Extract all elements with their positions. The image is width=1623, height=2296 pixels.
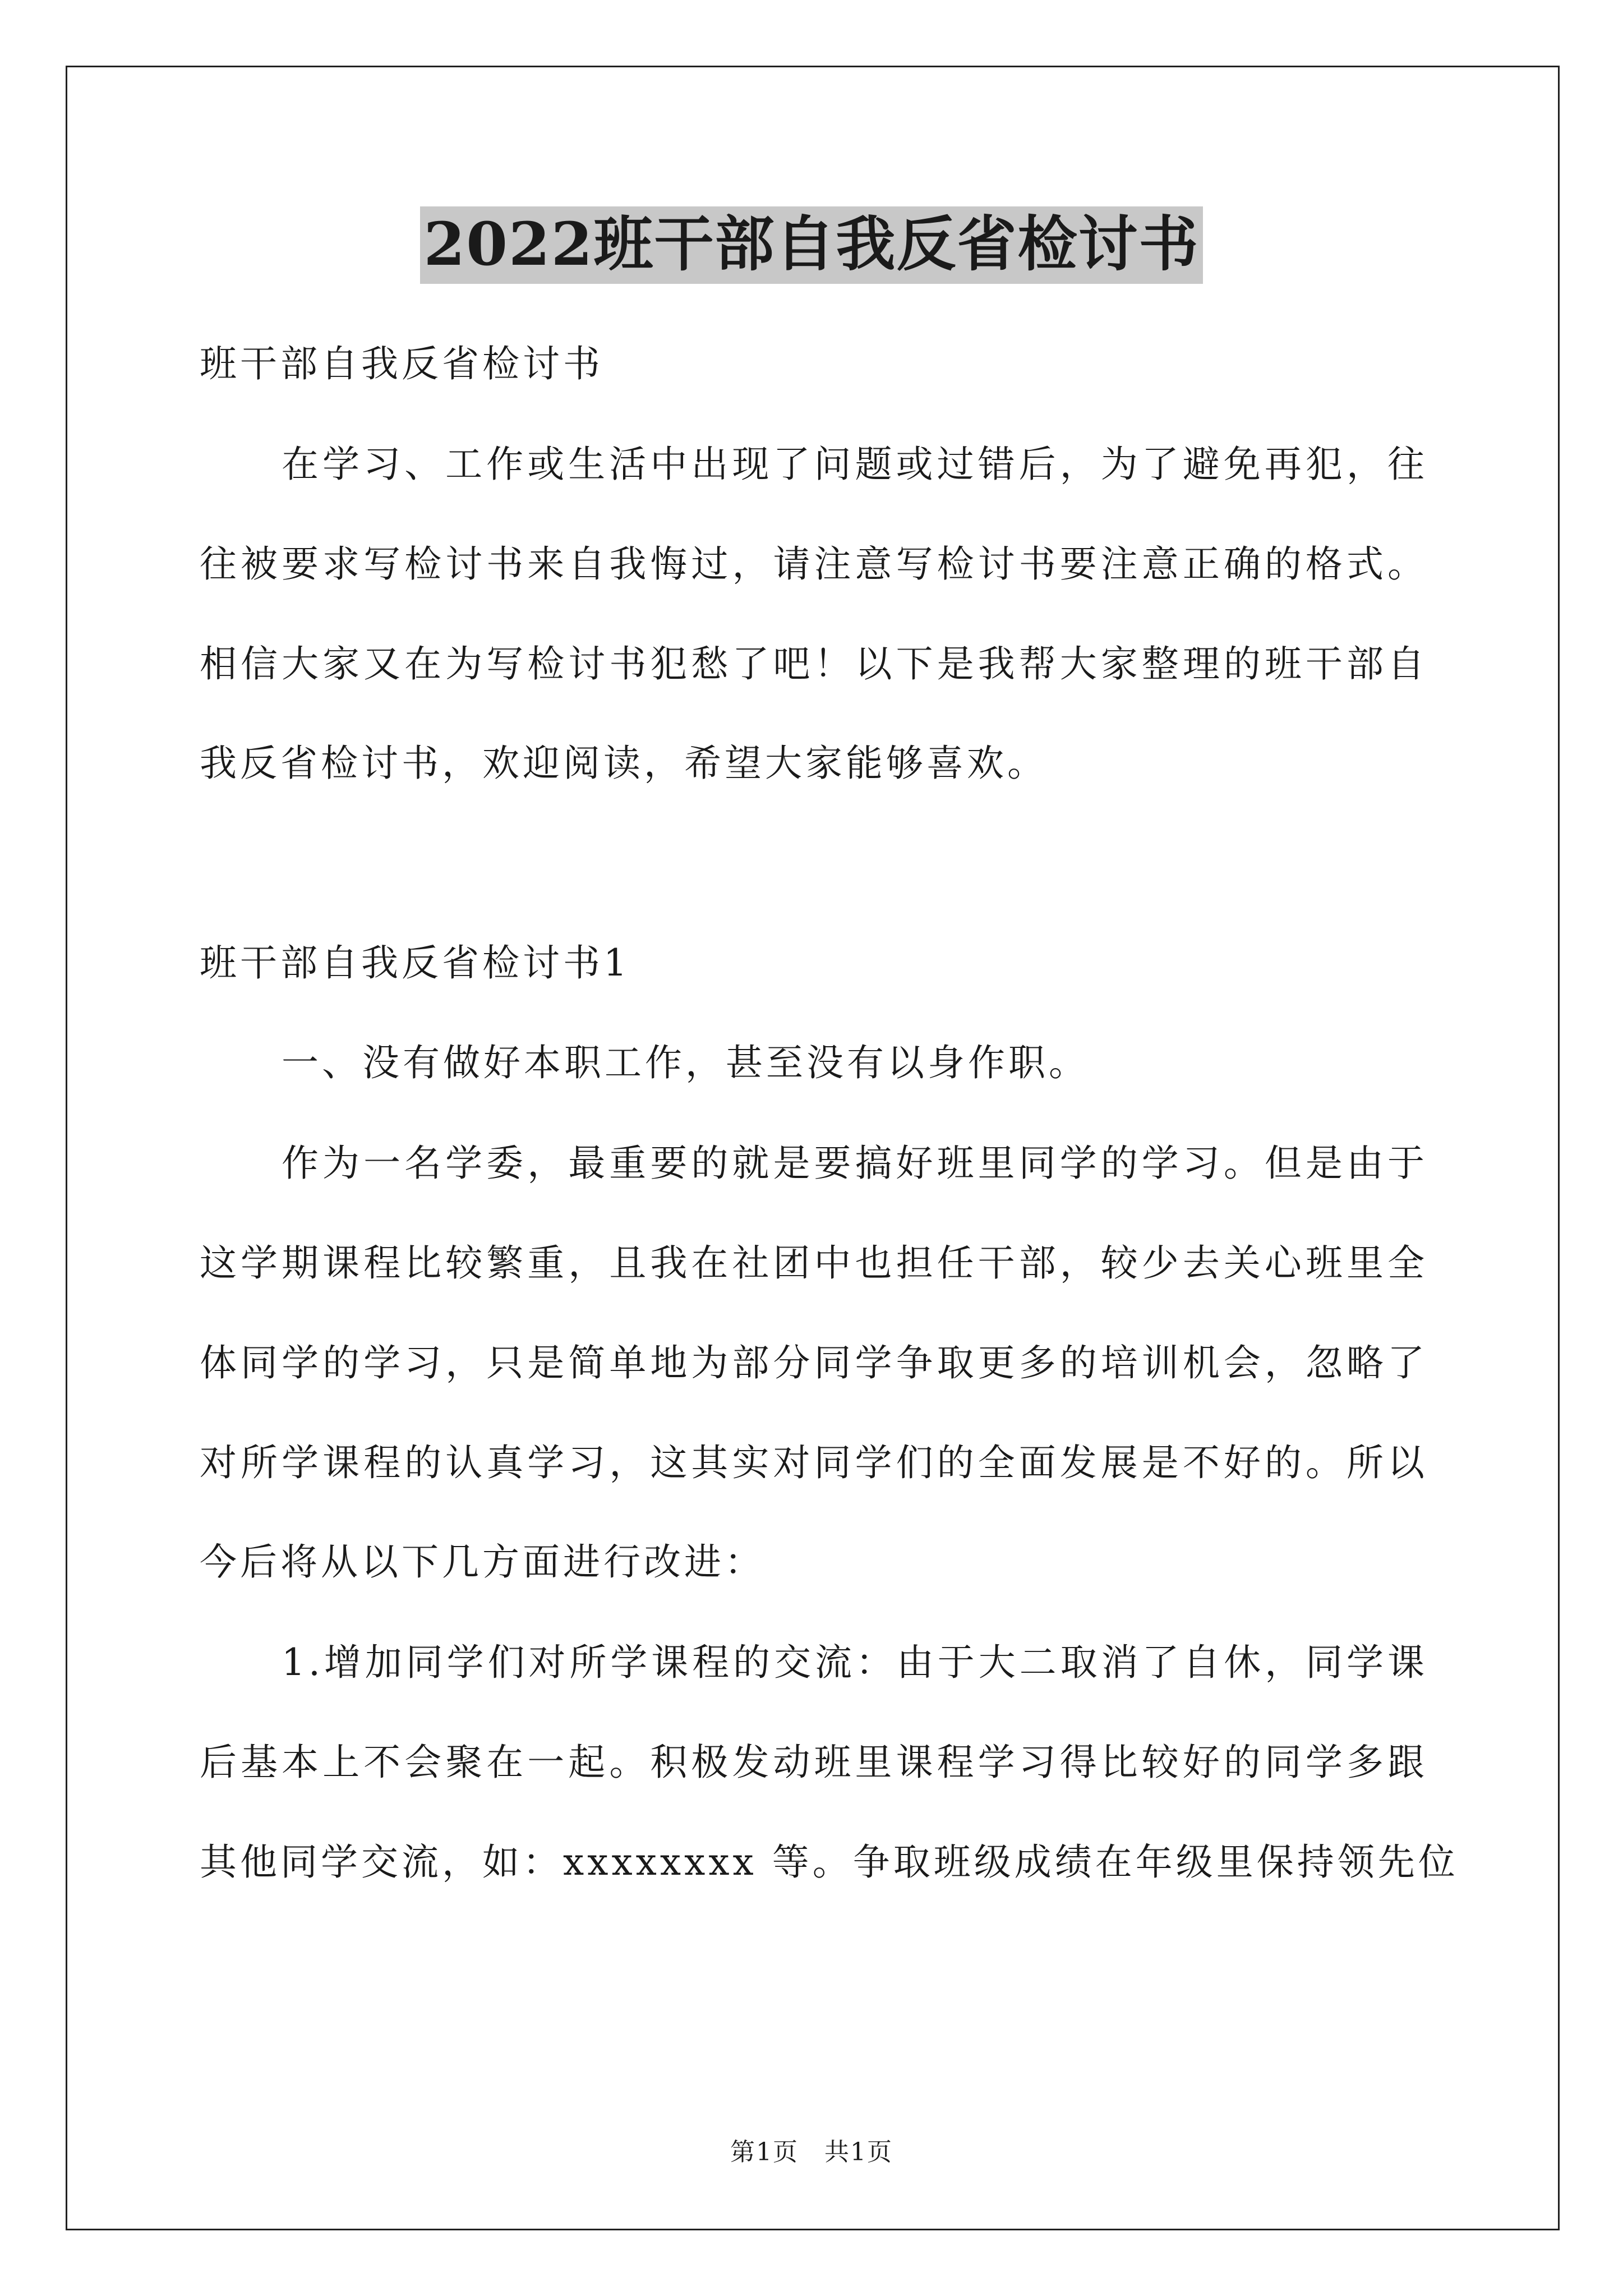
item-line: 其他同学交流，如：xxxxxxxx 等。争取班级成绩在年级里保持领先位	[200, 1841, 1459, 1884]
body-line: 这学期课程比较繁重，且我在社团中也担任干部，较少去关心班里全	[200, 1241, 1428, 1285]
body-line: 作为一名学委，最重要的就是要搞好班里同学的学习。但是由于	[282, 1142, 1428, 1185]
body-line: 今后将从以下几方面进行改进：	[200, 1540, 765, 1584]
intro-line: 往被要求写检讨书来自我悔过，请注意写检讨书要注意正确的格式。	[200, 542, 1428, 586]
document-title	[0, 206, 1623, 284]
body-line: 对所学课程的认真学习，这其实对同学们的全面发展是不好的。所以	[200, 1441, 1428, 1484]
title-text: 2022班干部自我反省检讨书	[420, 206, 1202, 284]
intro-line: 相信大家又在为写检讨书犯愁了吧！以下是我帮大家整理的班干部自	[200, 642, 1428, 685]
item-line: 后基本上不会聚在一起。积极发动班里课程学习得比较好的同学多跟	[200, 1741, 1428, 1784]
intro-line: 我反省检讨书，欢迎阅读，希望大家能够喜欢。	[200, 742, 1048, 785]
body-line: 体同学的学习，只是简单地为部分同学争取更多的培训机会，忽略了	[200, 1341, 1428, 1384]
subtitle: 班干部自我反省检讨书	[200, 342, 603, 386]
intro-line: 在学习、工作或生活中出现了问题或过错后，为了避免再犯，往	[282, 443, 1428, 486]
page-footer: 第1页 共1页	[730, 2138, 893, 2166]
paragraph-gap	[200, 813, 1428, 913]
section-heading: 班干部自我反省检讨书1	[200, 941, 630, 985]
document-body	[200, 314, 1459, 1912]
point-heading: 一、没有做好本职工作，甚至没有以身作职。	[282, 1041, 1089, 1085]
item-line: 1.增加同学们对所学课程的交流：由于大二取消了自休，同学课	[282, 1641, 1428, 1684]
